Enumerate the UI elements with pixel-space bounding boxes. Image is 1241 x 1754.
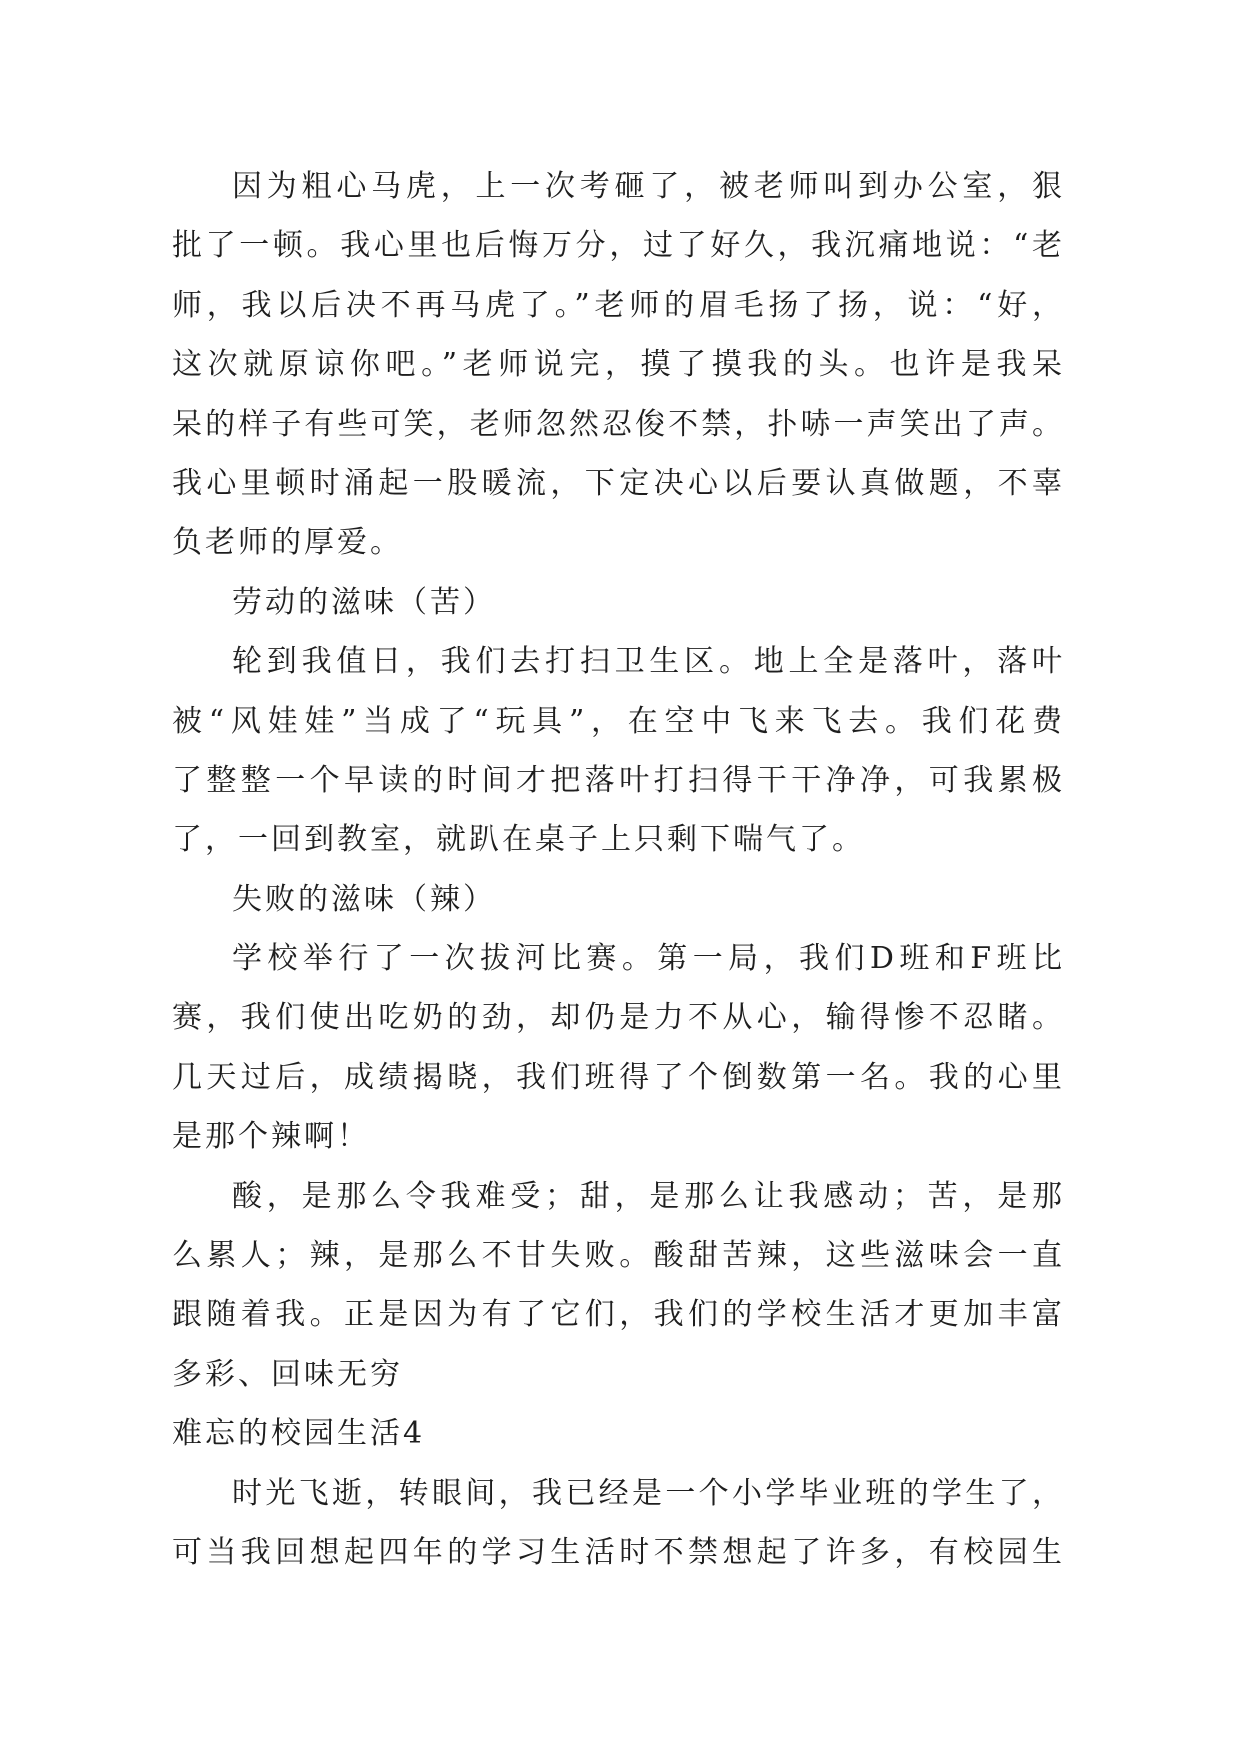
paragraph-line: 了，一回到教室，就趴在桌子上只剩下喘气了。 [172, 822, 865, 858]
paragraph-line: 轮到我值日，我们去打扫卫生区。地上全是落叶，落叶 [232, 644, 1062, 680]
paragraph-line: 师，我以后决不再马虎了。”老师的眉毛扬了扬，说：“好， [172, 287, 1062, 323]
paragraph-line: 跟随着我。正是因为有了它们，我们的学校生活才更加丰富 [172, 1297, 1062, 1333]
paragraph-line: 可当我回想起四年的学习生活时不禁想起了许多，有校园生 [172, 1534, 1062, 1570]
paragraph-line: 么累人；辣，是那么不甘失败。酸甜苦辣，这些滋味会一直 [172, 1238, 1062, 1274]
paragraph-line: 学校举行了一次拔河比赛。第一局，我们D班和F班比 [232, 941, 1062, 977]
section-heading: 劳动的滋味（苦） [232, 584, 496, 620]
paragraph-line: 几天过后，成绩揭晓，我们班得了个倒数第一名。我的心里 [172, 1059, 1062, 1095]
section-heading: 失败的滋味（辣） [232, 881, 496, 917]
paragraph-line: 批了一顿。我心里也后悔万分，过了好久，我沉痛地说：“老 [172, 228, 1062, 264]
paragraph-line: 呆的样子有些可笑，老师忽然忍俊不禁，扑哧一声笑出了声。 [172, 406, 1062, 442]
article-title: 难忘的校园生活4 [172, 1416, 426, 1452]
paragraph-line: 被“风娃娃”当成了“玩具”，在空中飞来飞去。我们花费 [172, 703, 1062, 739]
paragraph-line: 赛，我们使出吃奶的劲，却仍是力不从心，输得惨不忍睹。 [172, 1000, 1062, 1036]
paragraph-line: 我心里顿时涌起一股暖流，下定决心以后要认真做题，不辜 [172, 465, 1062, 501]
paragraph-line: 是那个辣啊！ [172, 1119, 370, 1155]
document-body [172, 157, 1062, 1582]
paragraph-line: 时光飞逝，转眼间，我已经是一个小学毕业班的学生了， [232, 1475, 1062, 1511]
paragraph-line: 酸，是那么令我难受；甜，是那么让我感动；苦，是那 [232, 1178, 1062, 1214]
paragraph-line: 负老师的厚爱。 [172, 525, 403, 561]
paragraph-line: 这次就原谅你吧。”老师说完，摸了摸我的头。也许是我呆 [172, 347, 1062, 383]
paragraph-line: 因为粗心马虎，上一次考砸了，被老师叫到办公室，狠 [232, 169, 1062, 204]
paragraph-line: 多彩、回味无穷 [172, 1356, 403, 1392]
paragraph-line: 了整整一个早读的时间才把落叶打扫得干干净净，可我累极 [172, 762, 1062, 798]
